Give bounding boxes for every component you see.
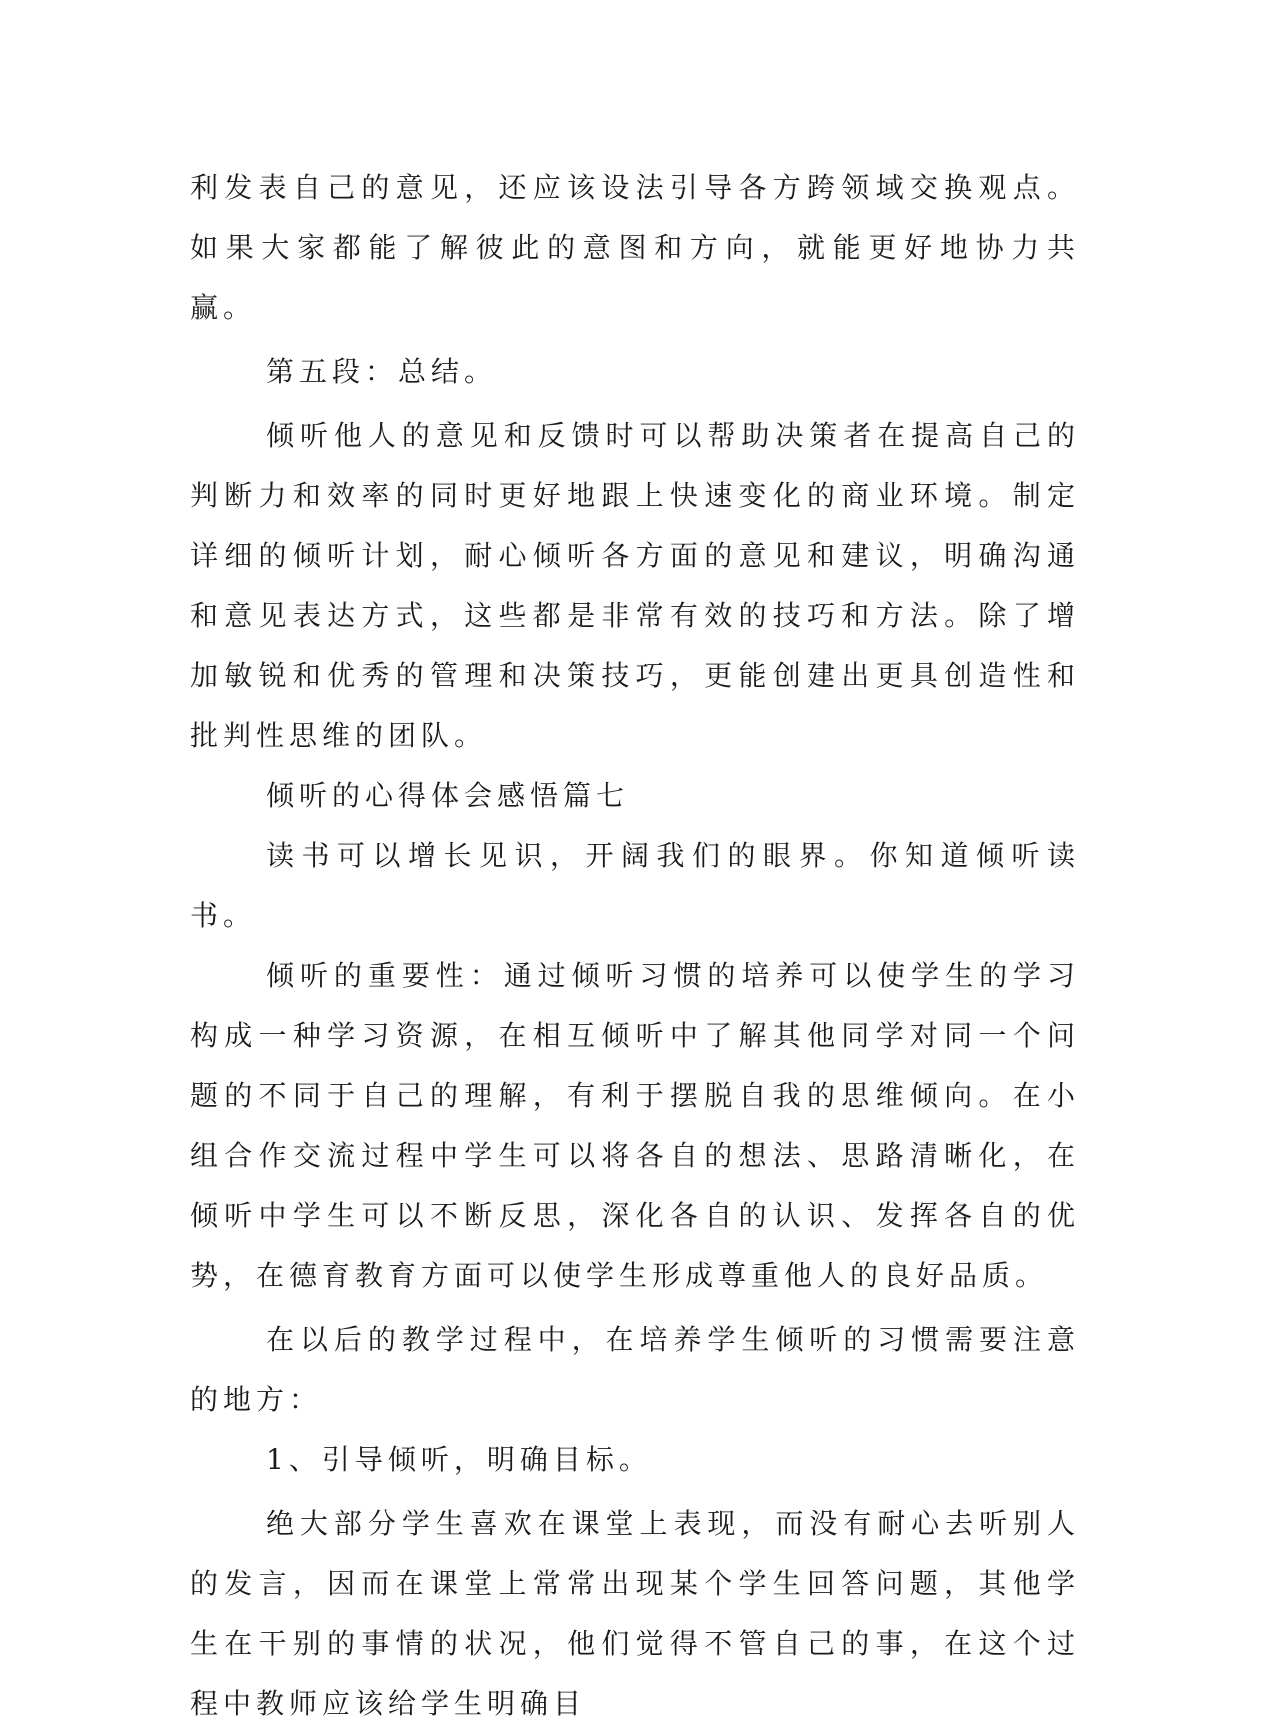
paragraph-summary: 倾听他人的意见和反馈时可以帮助决策者在提高自己的判断力和效率的同时更好地跟上快速变化的商业环境。制定详细的倾听计划，耐心倾听各方面的意见和建议，明确沟通和意见表达方式，这些都是非常有效的技巧和方法。除了增加敏锐和优秀的管理和决策技巧，更能创建出更具创造性和批判性思维的团队。 — [190, 419, 1080, 752]
paragraph-guidance: 绝大部分学生喜欢在课堂上表现，而没有耐心去听别人的发言，因而在课堂上常常出现某个学生回答问题，其他学生在干别的事情的状况，他们觉得不管自己的事，在这个过程中教师应该给学生明确目 — [190, 1507, 1080, 1720]
list-item-1-heading: 1、引导倾听，明确目标。 — [266, 1443, 652, 1476]
article-title: 倾听的心得体会感悟篇七 — [266, 779, 630, 812]
paragraph-attention: 在以后的教学过程中，在培养学生倾听的习惯需要注意的地方： — [190, 1323, 1080, 1416]
section-heading-summary: 第五段：总结。 — [266, 355, 498, 388]
paragraph-importance: 倾听的重要性：通过倾听习惯的培养可以使学生的学习构成一种学习资源，在相互倾听中了解其他同学对同一个问题的不同于自己的理解，有利于摆脱自我的思维倾向。在小组合作交流过程中学生可以将各自的想法、思路清晰化，在倾听中学生可以不断反思，深化各自的认识、发挥各自的优势，在德育教育方面可以使学生形成尊重他人的良好品质。 — [190, 959, 1080, 1292]
paragraph-intro: 读书可以增长见识，开阔我们的眼界。你知道倾听读书。 — [190, 839, 1080, 932]
paragraph-continuation: 利发表自己的意见，还应该设法引导各方跨领域交换观点。如果大家都能了解彼此的意图和方向，就能更好地协力共赢。 — [190, 171, 1080, 324]
document-body — [190, 158, 1080, 1734]
